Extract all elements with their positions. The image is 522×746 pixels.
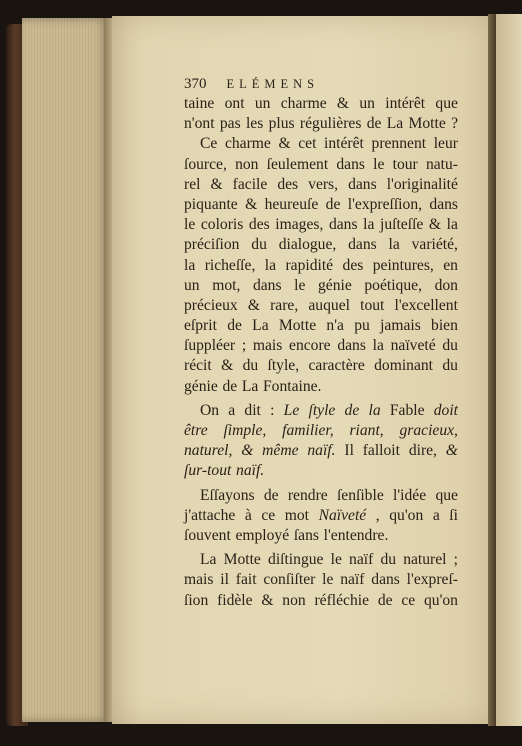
word: facile <box>232 175 268 193</box>
word: l'entendre. <box>323 526 389 544</box>
word: fait <box>235 571 257 589</box>
text-line <box>184 570 458 590</box>
word: Ce <box>200 135 218 153</box>
word: dialogue, <box>278 236 337 254</box>
word: Le <box>283 401 300 419</box>
text-line <box>184 235 458 255</box>
text-line <box>184 486 458 506</box>
word: coloris <box>200 216 244 234</box>
word: peintures, <box>372 256 434 274</box>
word: ſimple, <box>223 422 267 439</box>
word: La <box>252 317 269 335</box>
word: naïveté <box>390 337 436 355</box>
word: qu'on <box>423 591 458 609</box>
word: diſtingue <box>268 551 324 569</box>
word: l'excellent <box>394 296 458 314</box>
word: riant, <box>349 422 384 439</box>
word: ce <box>261 506 276 524</box>
word: taine <box>184 95 215 112</box>
word: dans <box>429 195 458 213</box>
word: Motte <box>278 317 317 335</box>
word: familier, <box>282 422 334 439</box>
word: mais <box>184 571 214 589</box>
word: dans <box>336 155 365 173</box>
word: & <box>210 175 223 193</box>
word: cet <box>298 135 317 153</box>
word: variété, <box>411 236 458 254</box>
word: régulières <box>299 115 362 133</box>
page-edges <box>22 18 110 722</box>
word: Motte <box>223 551 261 569</box>
word: n'ont <box>184 115 215 133</box>
word: les <box>245 115 264 133</box>
word: être <box>184 422 208 439</box>
text-line <box>184 114 458 134</box>
word: juſteſſe <box>380 216 424 234</box>
word: La <box>241 377 259 395</box>
word: gracieux, <box>399 422 458 439</box>
page-header <box>184 74 458 94</box>
word: à <box>244 506 252 524</box>
text-line <box>184 336 458 356</box>
word: ; <box>241 337 247 355</box>
word: bien <box>431 317 458 335</box>
word: a <box>228 401 236 419</box>
word: ſouvent <box>184 526 231 544</box>
word: de <box>325 195 341 213</box>
word: de <box>227 317 242 335</box>
word: rare, <box>270 296 299 314</box>
word: & <box>445 442 458 460</box>
text-line <box>184 215 458 235</box>
word: & <box>245 195 258 213</box>
word: intérêt <box>385 95 426 112</box>
word: naturel, <box>184 442 233 460</box>
word: des <box>277 175 299 193</box>
word: il <box>220 571 229 589</box>
word: rel <box>184 175 201 193</box>
word: leur <box>433 135 458 153</box>
word: images, <box>275 216 324 234</box>
word: ſenſible <box>336 486 384 504</box>
page-number: 370 <box>184 76 207 92</box>
word: la <box>363 216 375 234</box>
word: ſi <box>449 506 458 524</box>
word: en <box>443 256 458 274</box>
word: génie <box>318 276 352 294</box>
word: naïf <box>349 551 374 569</box>
word: & <box>261 591 274 609</box>
text-line <box>184 421 458 441</box>
word: ſur-tout <box>184 462 232 480</box>
word: de <box>377 591 393 609</box>
word: tout <box>360 296 385 314</box>
word: que <box>435 486 458 504</box>
word: charme <box>224 135 271 153</box>
word: ſtyle, <box>267 357 300 375</box>
word: dans <box>348 236 377 254</box>
word: Il <box>344 442 354 460</box>
word: dans <box>328 216 358 234</box>
word: de <box>344 401 360 419</box>
word: ſans <box>293 526 319 544</box>
text-line <box>184 175 458 195</box>
word: vers, <box>308 175 339 193</box>
word: dans <box>252 276 282 294</box>
word: ſource, <box>184 155 227 173</box>
text-line <box>184 441 458 461</box>
word: ; <box>453 551 458 569</box>
word: ſion <box>184 591 209 609</box>
word: non <box>235 155 259 173</box>
word: & <box>336 95 350 112</box>
word: dominant <box>374 357 434 375</box>
word: la <box>372 337 384 355</box>
word: l'idée <box>393 486 427 504</box>
word: rendre <box>287 486 328 504</box>
text-line <box>184 461 458 481</box>
text-line <box>184 550 458 570</box>
word: réfléchie <box>314 591 370 609</box>
word: du <box>442 337 458 355</box>
word: du <box>380 551 397 569</box>
word: récit <box>184 357 212 375</box>
word: richeſſe, <box>204 256 256 274</box>
word: a <box>432 506 440 524</box>
word: le <box>322 571 334 589</box>
word: dit <box>244 401 261 419</box>
word: & <box>428 216 442 234</box>
word: falloit <box>362 442 400 460</box>
word: tour <box>392 155 418 173</box>
word: la <box>368 401 381 419</box>
word: Fontaine. <box>262 377 322 395</box>
word: Naïveté <box>318 506 367 524</box>
text-line <box>184 134 458 154</box>
word: auquel <box>308 296 350 314</box>
word: j'attache <box>184 506 236 524</box>
word: heureuſe <box>264 195 319 213</box>
word: la <box>264 256 277 274</box>
word: dans <box>371 571 400 589</box>
text-line <box>184 276 458 296</box>
word: & <box>241 442 254 460</box>
word: : <box>270 401 275 419</box>
word: n'a <box>326 317 344 335</box>
word: le <box>373 155 385 173</box>
word: de <box>222 377 238 395</box>
word: un <box>254 95 271 112</box>
word: naïf. <box>307 442 336 460</box>
word: poétique, <box>364 276 422 294</box>
text-line <box>184 377 458 397</box>
word: rapidité <box>285 256 334 274</box>
word: l'originalité <box>386 175 458 193</box>
word: que <box>435 95 458 112</box>
word: pas <box>219 115 241 133</box>
word: plus <box>268 115 295 133</box>
text-line <box>184 94 458 114</box>
text-line <box>184 591 458 611</box>
word: On <box>200 401 220 419</box>
word: Eſſayons <box>200 486 255 504</box>
word: don <box>434 276 458 294</box>
word: mot, <box>212 276 241 294</box>
word: eſprit <box>184 317 217 335</box>
text-line <box>184 401 458 421</box>
word: la <box>184 256 196 274</box>
word: mot <box>284 506 310 524</box>
word: dans <box>348 175 377 193</box>
word: ſuppléer <box>184 337 236 355</box>
word: l'expreſ- <box>406 571 458 589</box>
word: & <box>278 135 291 153</box>
word: même <box>262 442 299 460</box>
running-head: ELÉMENS <box>226 77 320 91</box>
word: jamais <box>380 317 421 335</box>
word: prennent <box>371 135 427 153</box>
word: & <box>247 296 260 314</box>
word: préciſion <box>184 236 240 254</box>
text-line <box>184 506 458 526</box>
word: La <box>386 115 404 133</box>
word: qu'on <box>389 506 424 524</box>
text-line <box>184 356 458 376</box>
word: dans <box>337 337 366 355</box>
word: fidèle <box>217 591 253 609</box>
word: le <box>330 551 342 569</box>
body-text <box>184 94 458 611</box>
word: le <box>294 276 306 294</box>
text-line <box>184 256 458 276</box>
word: Fable <box>389 401 425 419</box>
word: du <box>442 357 458 375</box>
word: dire, <box>408 442 437 460</box>
word: caractère <box>308 357 365 375</box>
word: du <box>251 236 267 254</box>
text-line <box>184 155 458 175</box>
word: naïf. <box>236 462 265 480</box>
word: La <box>200 551 217 569</box>
word: & <box>221 357 234 375</box>
word: un <box>184 276 200 294</box>
word: Motte <box>408 115 446 133</box>
word: des <box>248 216 270 234</box>
word: ? <box>451 115 458 133</box>
word: natu- <box>425 155 458 173</box>
facing-page-edge <box>496 14 522 726</box>
word: de <box>366 115 382 133</box>
page-text <box>184 74 458 611</box>
word: l'expreſſion, <box>347 195 423 213</box>
word: doit <box>433 401 458 419</box>
text-line <box>184 195 458 215</box>
text-line <box>184 296 458 316</box>
word: naturel <box>403 551 447 569</box>
word: ſtyle <box>308 401 336 419</box>
word: charme <box>280 95 327 112</box>
text-line <box>184 526 458 546</box>
word: génie <box>184 377 218 395</box>
word: mais <box>252 337 283 355</box>
word: non <box>282 591 306 609</box>
word: du <box>242 357 259 375</box>
word: piquante <box>184 195 238 213</box>
text-line <box>184 316 458 336</box>
word: intérêt <box>324 135 364 153</box>
word: un <box>359 95 375 112</box>
word: employé <box>235 526 290 544</box>
word: la <box>446 216 458 234</box>
word: ont <box>224 95 245 112</box>
word: conſiſter <box>263 571 316 589</box>
word: ſeulement <box>266 155 329 173</box>
word: la <box>388 236 400 254</box>
word: le <box>184 216 196 234</box>
word: précieux <box>184 296 238 314</box>
word: naïf <box>340 571 365 589</box>
word: , <box>375 506 380 524</box>
word: ce <box>401 591 416 609</box>
word: des <box>342 256 364 274</box>
word: de <box>263 486 279 504</box>
word: encore <box>289 337 331 355</box>
word: pu <box>354 317 370 335</box>
